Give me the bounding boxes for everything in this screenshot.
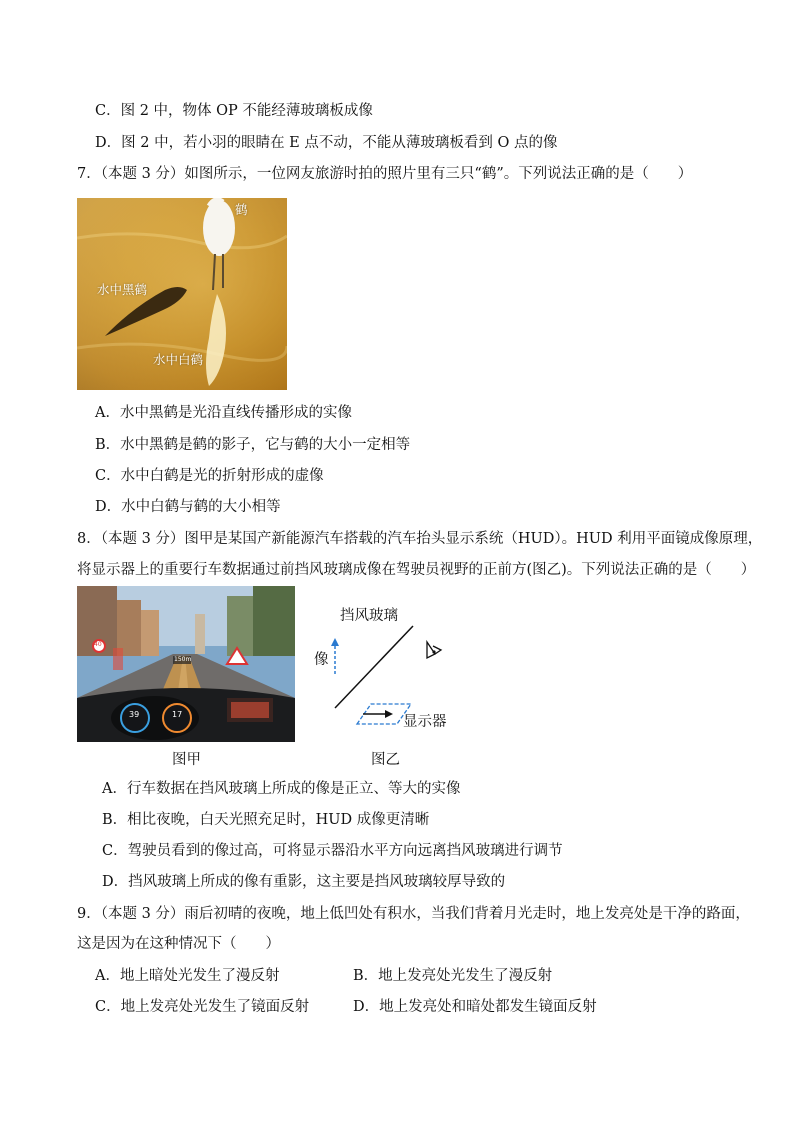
q9-option-d: D．地上发亮处和暗处都发生镜面反射	[353, 999, 597, 1015]
q7-option-b: B．水中黑鹤是鹤的影子，它与鹤的大小一定相等	[95, 437, 411, 453]
q8-stem-line2: 将显示器上的重要行车数据通过前挡风玻璃成像在驾驶员视野的正前方(图乙)。下列说法正确的是（ ）	[77, 562, 756, 578]
q7-option-a: A．水中黑鹤是光沿直线传播形成的实像	[95, 405, 352, 421]
q9-option-a: A．地上暗处光发生了漫反射	[95, 968, 280, 984]
label-display: 显示器	[403, 714, 447, 730]
q8-option-a: A．行车数据在挡风玻璃上所成的像是正立、等大的实像	[102, 781, 461, 797]
label-black-crane: 水中黑鹤	[97, 282, 148, 297]
label-image: 像	[314, 652, 329, 668]
hud-photo-drawing	[77, 586, 295, 742]
q6-option-c: C．图 2 中，物体 OP 不能经薄玻璃板成像	[95, 103, 373, 119]
hud-distance: 150m	[174, 656, 192, 663]
q9-option-b: B．地上发亮处光发生了漫反射	[353, 968, 553, 984]
q8-option-d: D．挡风玻璃上所成的像有重影，这主要是挡风玻璃较厚导致的	[102, 874, 506, 890]
q8-option-b: B．相比夜晚，白天光照充足时，HUD 成像更清晰	[102, 812, 430, 828]
q7-crane-photo	[77, 198, 287, 390]
q9-stem-line2: 这是因为在这种情况下（ ）	[77, 936, 280, 952]
q9-option-c: C．地上发亮处光发生了镜面反射	[95, 999, 310, 1015]
q7-option-c: C．水中白鹤是光的折射形成的虚像	[95, 468, 324, 484]
hud-speed-left: 39	[129, 710, 140, 719]
q8-option-c: C．驾驶员看到的像过高，可将显示器沿水平方向远离挡风玻璃进行调节	[102, 843, 563, 859]
label-white-crane: 水中白鹤	[153, 352, 204, 367]
q8-stem-line1: 8．（本题 3 分）图甲是某国产新能源汽车搭载的汽车抬头显示系统（HUD）。HUD 利用平面镜成像原理，	[77, 531, 763, 547]
q9-stem-line1: 9．（本题 3 分）雨后初晴的夜晚，地上低凹处有积水，当我们背着月光走时，地上发亮处是干净的路面，	[77, 906, 750, 922]
hud-speed-right: 17	[172, 710, 183, 719]
q7-option-d: D．水中白鹤与鹤的大小相等	[95, 499, 281, 515]
hud-speed-sign: 40	[94, 641, 102, 648]
q7-stem: 7．（本题 3 分）如图所示，一位网友旅游时拍的照片里有三只“鹤”。下列说法正确的是（ ）	[77, 166, 693, 182]
q8-figure-b-caption: 图乙	[371, 752, 400, 768]
label-windshield: 挡风玻璃	[340, 608, 398, 624]
q6-option-d: D．图 2 中，若小羽的眼睛在 E 点不动，不能从薄玻璃板看到 O 点的像	[95, 135, 558, 151]
label-crane: 鹤	[235, 202, 248, 217]
q8-figure-a-caption: 图甲	[172, 752, 201, 768]
q8-figure-a-hud-photo	[77, 586, 295, 742]
